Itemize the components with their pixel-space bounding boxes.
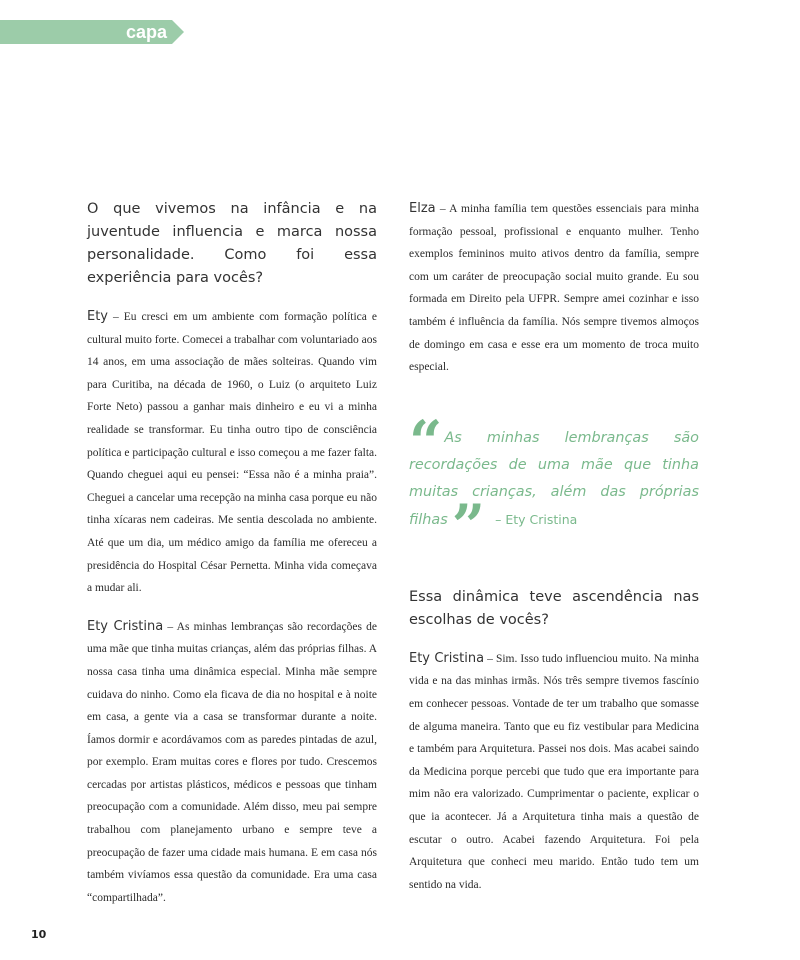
answer-text: – As minhas lembranças são recordações de uma mãe que tinha muitas crianças, além das próprias filhas. A nossa casa tinha uma dinâmica especial. Minha mãe sempre cuidava do ninho. Como ela ficava de dia no hospital e à noite em casa, a gente via a casa se transformar durante a noite. Íamos dormir e acordávamos com as paredes pintadas de azul, por exemplo. Eram muitas cores e flores por tudo. Crescemos cercadas por artistas plásticos, médicos e pessoas que tinham preocupação com a comunidade. Além disso, meu pai sempre trabalhou com planejamento urbano e sempre teve a preocupação de fazer uma cidade mais humana. E em casa nós também vivíamos essa questão da comunidade. Era uma casa “compartilhada”. [87, 620, 377, 904]
close-quote-icon: ” [451, 491, 486, 560]
speaker-name: Ety Cristina [87, 618, 164, 634]
pull-quote [409, 407, 699, 560]
left-column [87, 198, 377, 925]
answer-text: – Eu cresci em um ambiente com formação política e cultural muito forte. Comecei a trabalhar com voluntariado aos 14 anos, em uma associação de mães solteiras. Quando vim para Curitiba, na década de 1960, o Luiz (o arquiteto Luiz Forte Neto) passou a ganhar mais dinheiro e eu vi a minha realidade se transformar. Eu tinha outro tipo de consciência política e participação cultural e isso começou a me fazer falta. Quando cheguei aqui eu pensei: “Essa não é a minha praia”. Cheguei a cancelar uma recepção na minha casa porque eu não tinha xícaras nem cadeiras. Me sentia descolada no ambiente. Até que um dia, um médico amigo da família me ofereceu a presidência do Hospital César Pernetta. Minha vida começava a mudar ali. [87, 311, 377, 595]
answer-ety-cristina-2 [409, 648, 699, 897]
section-tab-label: capa [126, 22, 168, 42]
answer-ety-cristina [87, 616, 377, 910]
speaker-name: Ety [87, 309, 109, 324]
answer-ety [87, 306, 377, 600]
speaker-name: Ety Cristina [409, 650, 485, 666]
open-quote-icon: “ [409, 407, 443, 476]
right-column [409, 198, 699, 912]
answer-elza [409, 198, 699, 379]
page-number: 10 [31, 928, 47, 941]
pull-quote-text: As minhas lembranças são recordações de uma mãe que tinha muitas crianças, além das próprias filhas [409, 429, 699, 528]
question-2: Essa dinâmica teve ascendência nas escolhas de vocês? [409, 588, 699, 628]
section-tab [0, 20, 184, 44]
question-1: O que vivemos na infância e na juventude influencia e marca nossa personalidade. Como foi essa experiência para vocês? [87, 201, 377, 286]
pull-quote-author: – Ety Cristina [495, 511, 578, 527]
speaker-name: Elza [409, 201, 436, 216]
answer-text: – Sim. Isso tudo influenciou muito. Na minha vida e na das minhas irmãs. Nós três sempre tivemos fascínio em conhecer pessoas. Vontade de ter um trabalho que somasse de alguma maneira. Tanto que eu fiz vestibular para Medicina e também para Arquitetura. Passei nos dois. Mas acabei saindo da Medicina porque percebi que tudo que era importante para mim não era valorizado. Cumprimentar o paciente, explicar o que ia acontecer. Já a Arquitetura tinha mais a questão de escutar o outro. Acabei fazendo Arquitetura. Foi pela Arquitetura que conheci meu marido. Então tudo tem um sentido na vida. [409, 652, 700, 891]
answer-text: – A minha família tem questões essenciais para minha formação pessoal, profissional e enquanto mulher. Tenho exemplos femininos muito ativos dentro da família, sempre com um caráter de preocupação social muito grande. Eu sou formada em Direito pela UFPR. Sempre amei cozinhar e isso também é influência da família. Nós sempre tivemos almoços de domingo em casa e esse era um momento de troca muito especial. [409, 203, 699, 374]
